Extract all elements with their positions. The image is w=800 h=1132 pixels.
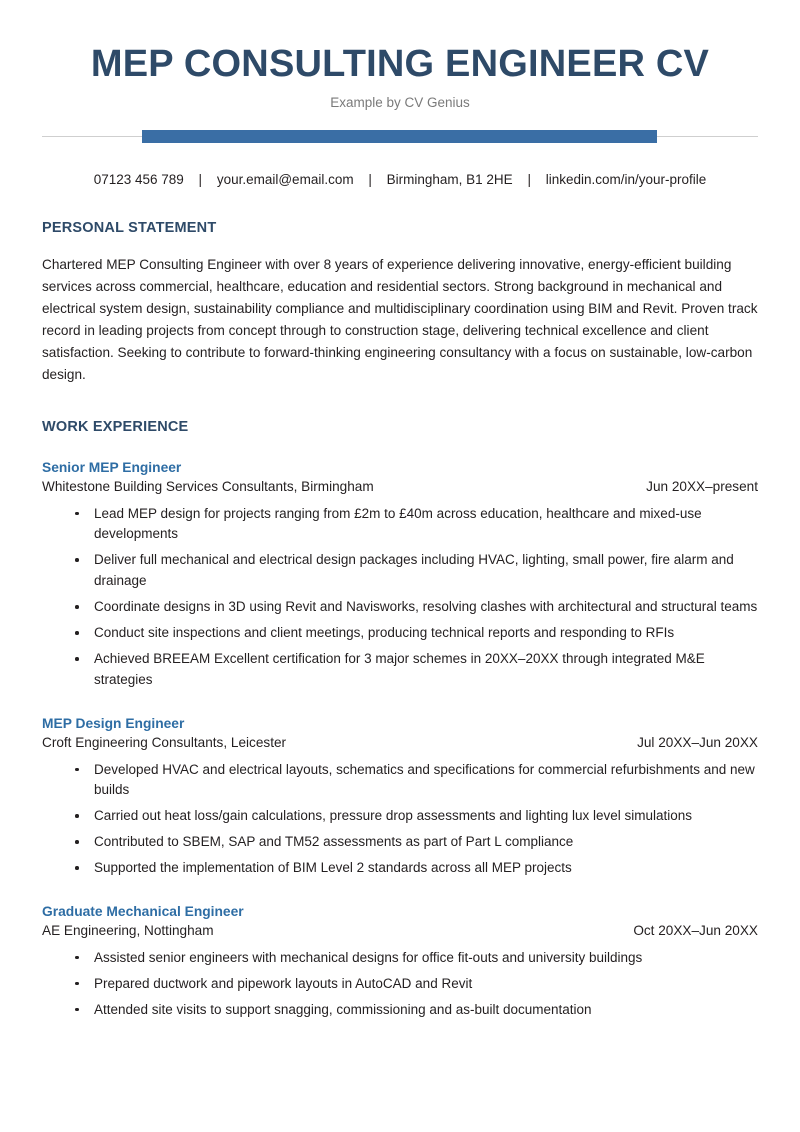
job-meta <box>42 735 758 750</box>
job-bullets <box>42 504 758 691</box>
list-item: Carried out heat loss/gain calculations, pressure drop assessments and lighting lux level simulations <box>94 806 758 827</box>
job-company: Whitestone Building Services Consultants, Birmingham <box>42 478 374 494</box>
list-item: Developed HVAC and electrical layouts, schematics and specifications for commercial refurbishments and new builds <box>94 760 758 802</box>
section-work-experience <box>42 419 758 1021</box>
job-bullets <box>42 760 758 880</box>
page-title: MEP CONSULTING ENGINEER CV <box>90 43 710 85</box>
contact-separator: | <box>527 171 531 187</box>
job-bullets <box>42 948 758 1021</box>
list-item: Attended site visits to support snagging, commissioning and as-built documentation <box>94 1000 758 1021</box>
list-item: Deliver full mechanical and electrical design packages including HVAC, lighting, small power, fire alarm and drainage <box>94 550 758 592</box>
section-heading-work-experience: WORK EXPERIENCE <box>42 418 189 435</box>
list-item: Lead MEP design for projects ranging from £2m to £40m across education, healthcare and mixed-use developments <box>94 504 758 546</box>
contact-location: Birmingham, B1 2HE <box>386 171 513 187</box>
job-title: MEP Design Engineer <box>42 715 185 731</box>
job-meta <box>42 479 758 494</box>
list-item: Conduct site inspections and client meetings, producing technical reports and responding to RFIs <box>94 623 758 644</box>
job-company: AE Engineering, Nottingham <box>42 922 214 938</box>
cv-subtitle: Example by CV Genius <box>330 94 470 110</box>
contact-email[interactable]: your.email@email.com <box>216 171 354 187</box>
section-heading-personal-statement: PERSONAL STATEMENT <box>42 219 217 236</box>
list-item: Contributed to SBEM, SAP and TM52 assessments as part of Part L compliance <box>94 832 758 853</box>
contact-separator: | <box>198 171 203 187</box>
list-item: Assisted senior engineers with mechanical designs for office fit-outs and university buildings <box>94 948 758 969</box>
job-title: Graduate Mechanical Engineer <box>42 904 244 920</box>
list-item: Coordinate designs in 3D using Revit and Navisworks, resolving clashes with architectural and structural teams <box>94 597 758 618</box>
list-item: Supported the implementation of BIM Level 2 standards across all MEP projects <box>94 858 758 879</box>
contact-line <box>42 172 758 187</box>
job-entry <box>42 715 758 879</box>
list-item: Achieved BREEAM Excellent certification for 3 major schemes in 20XX–20XX through integrated M&E strategies <box>94 649 758 691</box>
contact-phone: 07123 456 789 <box>93 171 184 187</box>
contact-separator: | <box>368 171 372 187</box>
job-title: Senior MEP Engineer <box>42 459 182 475</box>
job-dates: Jun 20XX–present <box>646 478 758 494</box>
job-dates: Oct 20XX–Jun 20XX <box>633 922 758 938</box>
header-divider <box>42 126 758 148</box>
accent-bar <box>142 130 657 143</box>
job-entry <box>42 903 758 1020</box>
job-entry <box>42 459 758 691</box>
personal-statement-body: Chartered MEP Consulting Engineer with over 8 years of experience delivering innovative, energy-efficient building services across commercial, healthcare, education and residential sectors. Strong background in mechanical and electrical system design, sustainability compliance and multidisciplinary coordination using BIM and Revit. Proven track record in leading projects from concept through to construction stage, delivering technical excellence and client satisfaction. Seeking to contribute to forward-thinking engineering consultancy with a focus on sustainable, low-carbon design. <box>42 256 758 382</box>
section-personal-statement <box>42 220 758 386</box>
cv-header <box>42 0 758 110</box>
list-item: Prepared ductwork and pipework layouts in AutoCAD and Revit <box>94 974 758 995</box>
job-company: Croft Engineering Consultants, Leicester <box>42 734 287 750</box>
job-dates: Jul 20XX–Jun 20XX <box>637 734 758 750</box>
job-meta <box>42 923 758 938</box>
contact-linkedin[interactable]: linkedin.com/in/your-profile <box>545 171 707 187</box>
